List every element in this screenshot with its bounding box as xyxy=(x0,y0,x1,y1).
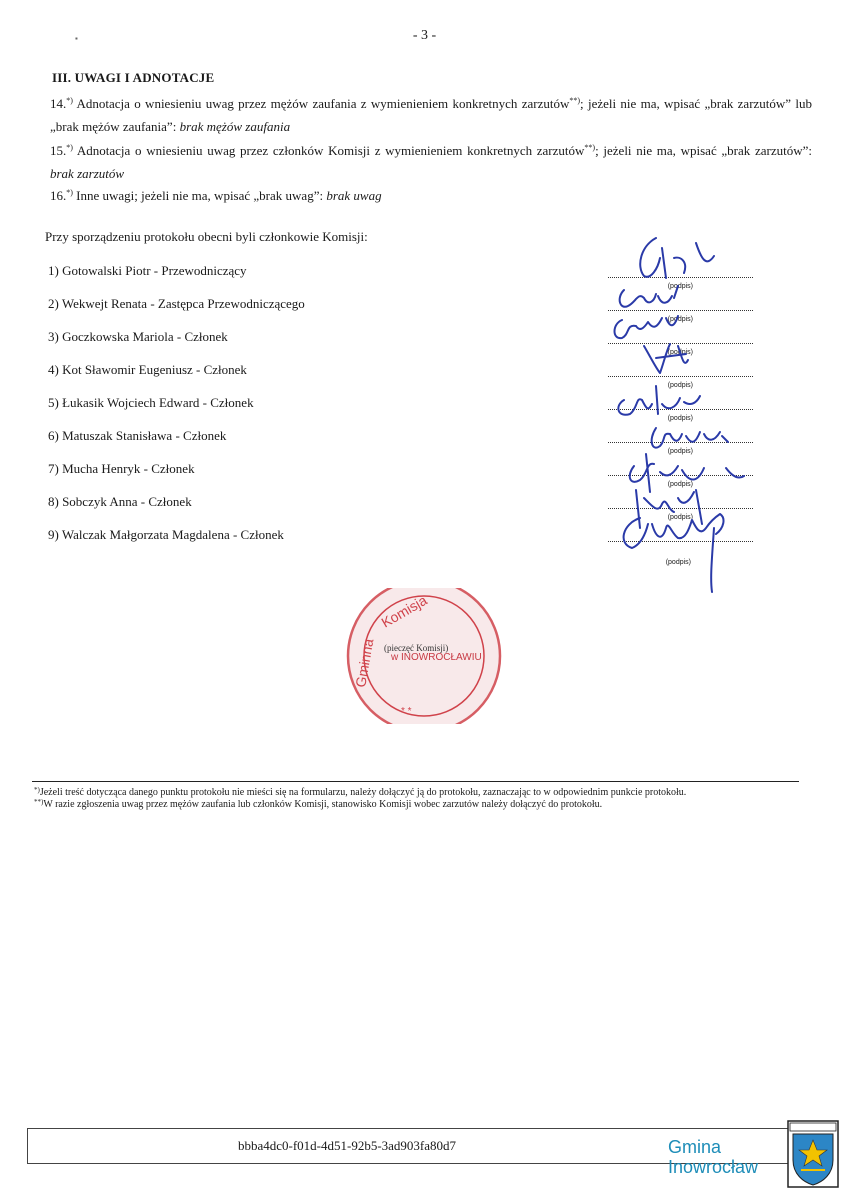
member-name: 3) Goczkowska Mariola - Członek xyxy=(48,329,228,344)
remark-answer: brak uwag xyxy=(326,188,382,203)
signature-line: (podpis) xyxy=(608,359,753,383)
footnote-divider xyxy=(32,781,799,782)
member-name: 4) Kot Sławomir Eugeniusz - Członek xyxy=(48,362,247,377)
section-title: III. UWAGI I ADNOTACJE xyxy=(52,70,215,85)
member-name: 7) Mucha Henryk - Członek xyxy=(48,461,195,476)
signature-line: (podpis) xyxy=(608,260,753,284)
signature-line: (podpis) xyxy=(608,425,753,449)
handwritten-signatures xyxy=(596,228,776,598)
member-name: 5) Łukasik Wojciech Edward - Członek xyxy=(48,395,254,410)
signature-line: (podpis) xyxy=(608,326,753,350)
footnote: *)Jeżeli treść dotycząca danego punktu protokołu nie mieści się na formularzu, należy dołączyć ją do protokołu, zaznaczając to w odpowiednim punkcie protokołu. xyxy=(34,786,687,798)
member-name: 8) Sobczyk Anna - Członek xyxy=(48,494,192,509)
signature-line: (podpis) xyxy=(608,458,753,482)
signature-line: (podpis) xyxy=(608,293,753,317)
remark-answer: brak mężów zaufania xyxy=(179,118,291,134)
svg-text:w INOWROCŁAWIU: w INOWROCŁAWIU xyxy=(391,652,482,663)
svg-text:Gminna: Gminna xyxy=(352,637,377,689)
member-name: 1) Gotowalski Piotr - Przewodniczący xyxy=(48,263,247,278)
signature-line: (podpis) xyxy=(608,524,753,548)
members-intro: Przy sporządzeniu protokołu obecni byli członkowie Komisji: xyxy=(45,229,368,244)
remark-answer: brak zarzutów xyxy=(50,165,125,181)
remark-item-16: 16.*) Inne uwagi; jeżeli nie ma, wpisać „brak uwag”: brak uwag xyxy=(50,188,382,203)
municipality-crest-icon xyxy=(787,1120,839,1188)
stamp-caption: (pieczęć Komisji) xyxy=(384,643,449,653)
svg-text:* *: * * xyxy=(401,706,412,717)
document-id: bbba4dc0-f01d-4d51-92b5-3ad903fa80d7 xyxy=(237,1138,457,1153)
signature-line: (podpis) xyxy=(608,392,753,416)
member-name: 9) Walczak Małgorzata Magdalena - Członek xyxy=(48,527,284,542)
remark-item-15: 15.*) Adnotacja o wniesieniu uwag przez członków Komisji z wymienieniem konkretnych zarzutów**); jeżeli nie ma, wpisać „brak zarzutów”: brak zarzutów xyxy=(50,143,812,181)
brand-line-1: Gmina xyxy=(668,1137,722,1157)
commission-stamp xyxy=(345,588,503,724)
member-name: 2) Wekwejt Renata - Zastępca Przewodniczącego xyxy=(48,296,305,311)
signature-line: (podpis) xyxy=(608,491,753,515)
svg-text:Komisja: Komisja xyxy=(378,591,430,631)
remark-item-14: 14.*) Adnotacja o wniesieniu uwag przez mężów zaufania z wymienieniem konkretnych zarzutów**); jeżeli nie ma, wpisać „brak zarzutów” lub „brak mężów zaufania”: brak mężów zaufania xyxy=(50,96,812,134)
footnote: **)W razie zgłoszenia uwag przez mężów zaufania lub członków Komisji, stanowisko Komisji wobec zarzutów należy dołączyć do protokołu. xyxy=(34,798,603,810)
scan-mark: ▪ xyxy=(75,34,78,43)
brand-line-2: Inowrocław xyxy=(668,1157,759,1177)
page-number: - 3 - xyxy=(412,28,437,43)
member-name: 6) Matuszak Stanisława - Członek xyxy=(48,428,227,443)
